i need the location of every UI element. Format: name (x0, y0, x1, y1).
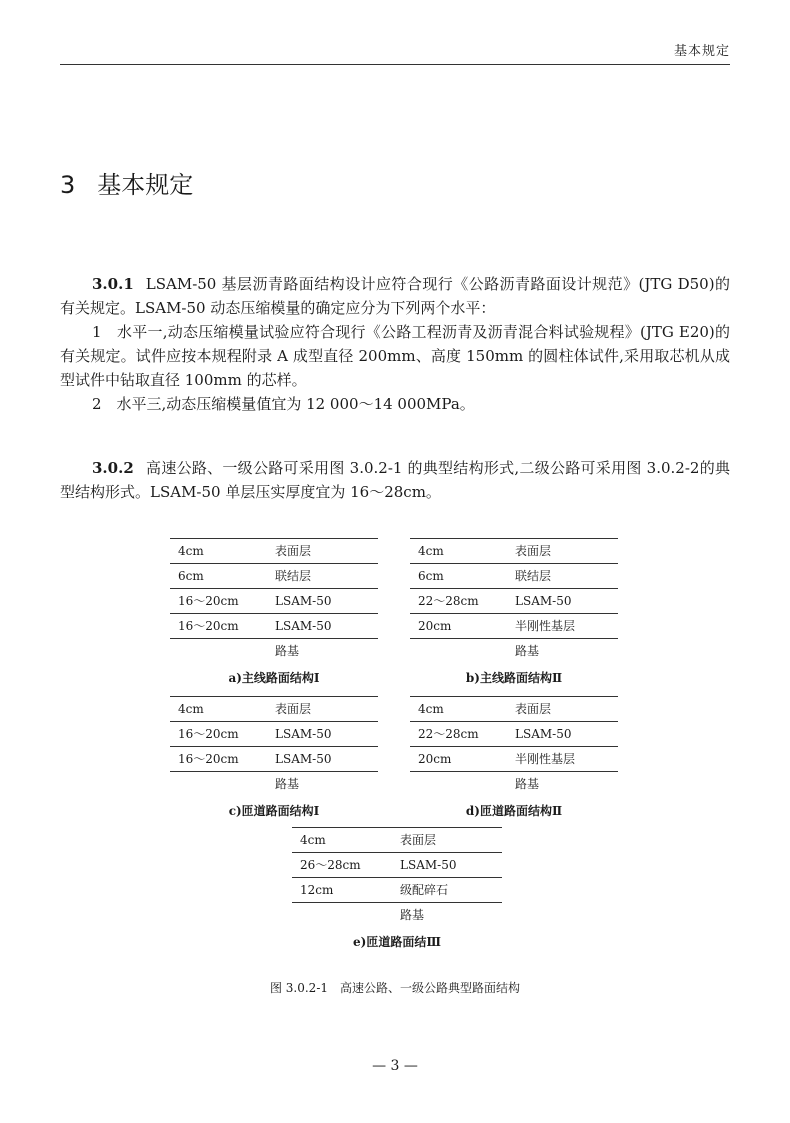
table-row (410, 639, 618, 663)
table-row (292, 853, 502, 878)
clause-text: LSAM-50 基层沥青路面结构设计应符合现行《公路沥青路面设计规范》(JTG D50)的有关规定。LSAM-50 动态压缩模量的确定应分为下列两个水平： (60, 275, 730, 317)
layer-thickness: 16～20cm (178, 619, 239, 633)
layer-name: 路基 (515, 777, 540, 791)
layer-name: 表面层 (275, 544, 312, 558)
table-row (170, 538, 378, 564)
clause-number: 3.0.2 (92, 459, 134, 477)
table-row (170, 722, 378, 747)
clause-3-0-1-item-1: 1 水平一,动态压缩模量试验应符合现行《公路工程沥青及沥青混合料试验规程》(JTG E20)的有关规定。试件应按本规程附录 A 成型直径 200mm、高度 150mm 的圆柱体试件,采用取芯机从成型试件中钻取直径 100mm 的芯样。 (60, 323, 730, 389)
clause-3-0-2 (60, 456, 730, 504)
subfigure-caption: d)匝道路面结构Ⅱ (465, 804, 563, 818)
layer-thickness: 22～28cm (418, 727, 479, 741)
table-row (170, 614, 378, 639)
layer-name: 表面层 (515, 702, 552, 716)
layer-thickness: 6cm (178, 569, 204, 583)
table-row (170, 589, 378, 614)
layer-thickness: 16～20cm (178, 752, 239, 766)
table-row (410, 772, 618, 796)
layer-thickness: 4cm (178, 544, 204, 558)
table-row (410, 614, 618, 639)
subfigure-caption: b)主线路面结构Ⅱ (465, 671, 563, 685)
layer-thickness: 20cm (418, 619, 452, 633)
layer-name: 路基 (400, 908, 425, 922)
layer-thickness: 4cm (418, 702, 444, 716)
layer-thickness: 4cm (300, 833, 326, 847)
table-row (410, 589, 618, 614)
table-row (170, 747, 378, 772)
chapter-heading (60, 165, 215, 200)
layer-name: LSAM-50 (515, 594, 572, 608)
chapter-number: 3 (60, 171, 76, 199)
layer-name: LSAM-50 (275, 727, 332, 741)
header-rule (60, 64, 730, 65)
clause-3-0-1 (60, 272, 730, 320)
layer-name: 路基 (275, 777, 300, 791)
layer-thickness: 20cm (418, 752, 452, 766)
layer-name: 表面层 (400, 833, 437, 847)
layer-name: 表面层 (275, 702, 312, 716)
layer-thickness: 26～28cm (300, 858, 361, 872)
layer-name: LSAM-50 (275, 619, 332, 633)
layer-thickness: 16～20cm (178, 594, 239, 608)
layer-thickness: 16～20cm (178, 727, 239, 741)
table-row (410, 538, 618, 564)
structure-table-b (410, 538, 618, 686)
table-row (170, 639, 378, 663)
table-row (170, 564, 378, 589)
subfigure-caption: a)主线路面结构Ⅰ (228, 671, 320, 685)
structure-table-e (292, 827, 502, 950)
table-row (410, 696, 618, 722)
chapter-title: 基本规定 (97, 171, 194, 199)
running-header: 基本规定 (673, 44, 730, 59)
layer-name: LSAM-50 (400, 858, 457, 872)
clause-number: 3.0.1 (92, 275, 134, 293)
layer-thickness: 12cm (300, 883, 334, 897)
layer-name: 联结层 (515, 569, 552, 583)
layer-thickness: 22～28cm (418, 594, 479, 608)
layer-name: 联结层 (275, 569, 312, 583)
layer-thickness: 4cm (178, 702, 204, 716)
layer-name: 半刚性基层 (515, 619, 576, 633)
structure-table-d (410, 696, 618, 819)
layer-name: 半刚性基层 (515, 752, 576, 766)
clause-text: 高速公路、一级公路可采用图 3.0.2-1 的典型结构形式,二级公路可采用图 3.0.2-2的典型结构形式。LSAM-50 单层压实厚度宜为 16～28cm。 (60, 459, 730, 501)
subfigure-caption: e)匝道路面结Ⅲ (353, 935, 441, 949)
layer-name: LSAM-50 (515, 727, 572, 741)
layer-name: 级配碎石 (400, 883, 449, 897)
table-row (410, 722, 618, 747)
table-row (410, 747, 618, 772)
layer-thickness: 4cm (418, 544, 444, 558)
layer-name: LSAM-50 (275, 594, 332, 608)
layer-thickness: 6cm (418, 569, 444, 583)
figure-caption: 图 3.0.2-1 高速公路、一级公路典型路面结构 (269, 981, 521, 995)
page-number: — 3 — (372, 1058, 418, 1074)
layer-name: LSAM-50 (275, 752, 332, 766)
table-row (170, 772, 378, 796)
table-row (292, 903, 502, 927)
clause-3-0-1-item-2: 2 水平三,动态压缩模量值宜为 12 000～14 000MPa。 (92, 395, 475, 413)
table-row (292, 878, 502, 903)
table-row (170, 696, 378, 722)
structure-table-a (170, 538, 378, 686)
subfigure-caption: c)匝道路面结构Ⅰ (228, 804, 320, 818)
table-row (410, 564, 618, 589)
layer-name: 路基 (515, 644, 540, 658)
table-row (292, 827, 502, 853)
structure-table-c (170, 696, 378, 819)
layer-name: 路基 (275, 644, 300, 658)
layer-name: 表面层 (515, 544, 552, 558)
